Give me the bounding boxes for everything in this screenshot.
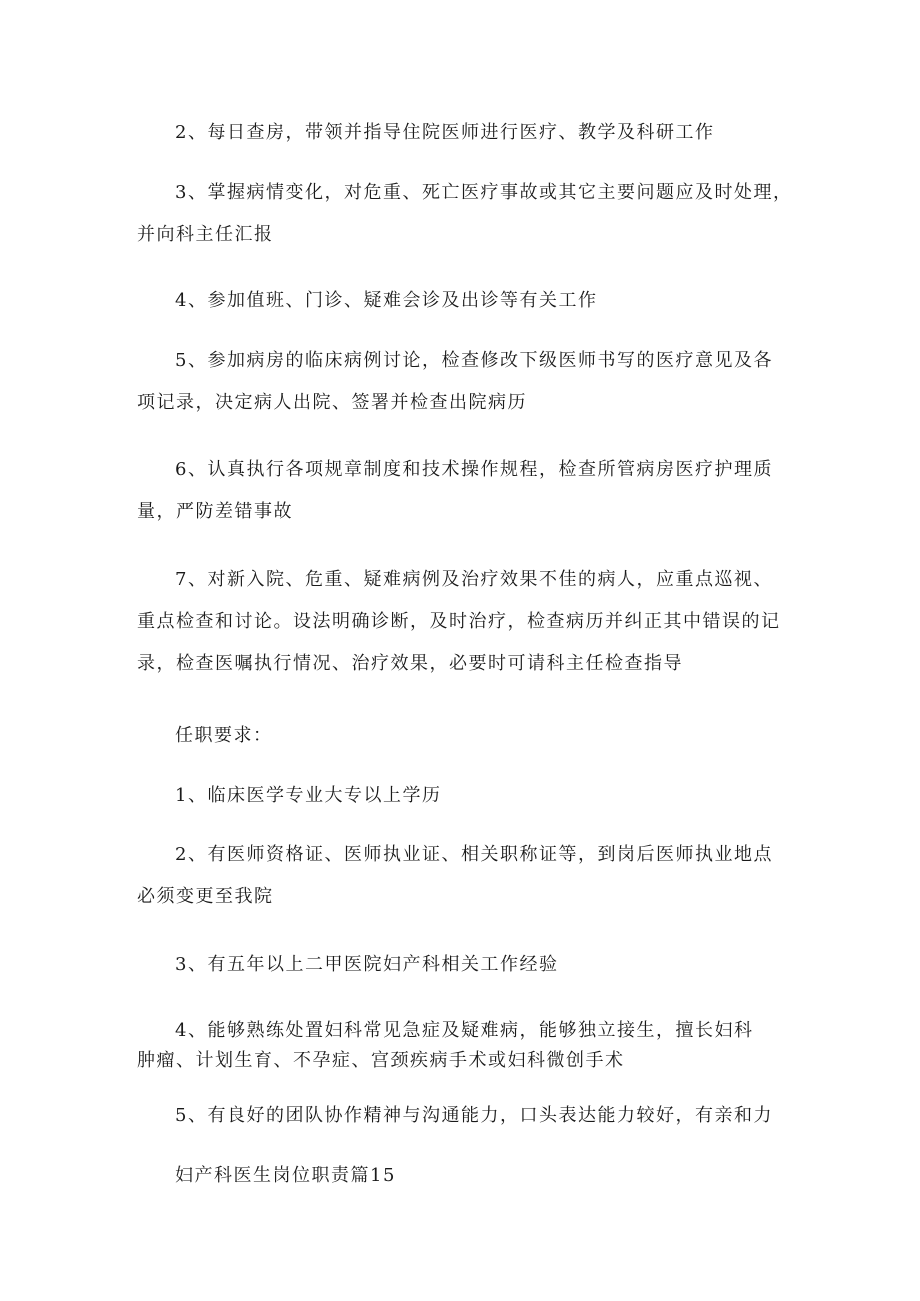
requirements-heading: [137, 725, 793, 747]
text-line: 肿瘤、计划生育、不孕症、宫颈疾病手术或妇科微创手术: [137, 1050, 625, 1071]
requirement-item-1: [137, 785, 793, 807]
requirement-item-2: [137, 844, 793, 908]
section-title: [137, 1165, 793, 1187]
duty-item-7: [137, 569, 793, 675]
text-line: 4、能够熟练处置妇科常见急症及疑难病，能够独立接生，擅长妇科: [175, 1020, 754, 1041]
duty-item-2: [137, 122, 793, 144]
requirement-item-3: [137, 954, 793, 976]
text-line: 5、参加病房的临床病例讨论，检查修改下级医师书写的医疗意见及各: [175, 350, 773, 371]
requirement-item-5: [137, 1105, 793, 1127]
duty-item-6: [137, 459, 793, 523]
text-line: 4、参加值班、门诊、疑难会诊及出诊等有关工作: [175, 290, 598, 311]
text-line: 任职要求：: [175, 725, 273, 746]
text-line: 5、有良好的团队协作精神与沟通能力，口头表达能力较好，有亲和力: [175, 1105, 773, 1126]
text-line: 量，严防差错事故: [137, 501, 293, 522]
text-line: 录，检查医嘱执行情况、治疗效果，必要时可请科主任检查指导: [137, 653, 683, 674]
text-line: 并向科主任汇报: [137, 224, 274, 245]
text-line: 妇产科医生岗位职责篇15: [175, 1165, 396, 1186]
duty-item-4: [137, 290, 793, 312]
text-line: 重点检查和讨论。设法明确诊断，及时治疗，检查病历并纠正其中错误的记: [137, 611, 781, 632]
text-line: 2、每日查房，带领并指导住院医师进行医疗、教学及科研工作: [175, 122, 715, 143]
text-line: 7、对新入院、危重、疑难病例及治疗效果不佳的病人，应重点巡视、: [175, 569, 773, 590]
text-line: 3、有五年以上二甲医院妇产科相关工作经验: [175, 954, 559, 975]
text-line: 2、有医师资格证、医师执业证、相关职称证等，到岗后医师执业地点: [175, 844, 773, 865]
text-line: 必须变更至我院: [137, 886, 274, 907]
text-line: 1、临床医学专业大专以上学历: [175, 785, 442, 806]
duty-item-5: [137, 350, 793, 414]
duty-item-3: [137, 182, 793, 246]
requirement-item-4: [137, 1020, 793, 1072]
text-line: 6、认真执行各项规章制度和技术操作规程，检查所管病房医疗护理质: [175, 459, 773, 480]
text-line: 3、掌握病情变化，对危重、死亡医疗事故或其它主要问题应及时处理，: [175, 182, 793, 203]
text-line: 项记录，决定病人出院、签署并检查出院病历: [137, 392, 527, 413]
